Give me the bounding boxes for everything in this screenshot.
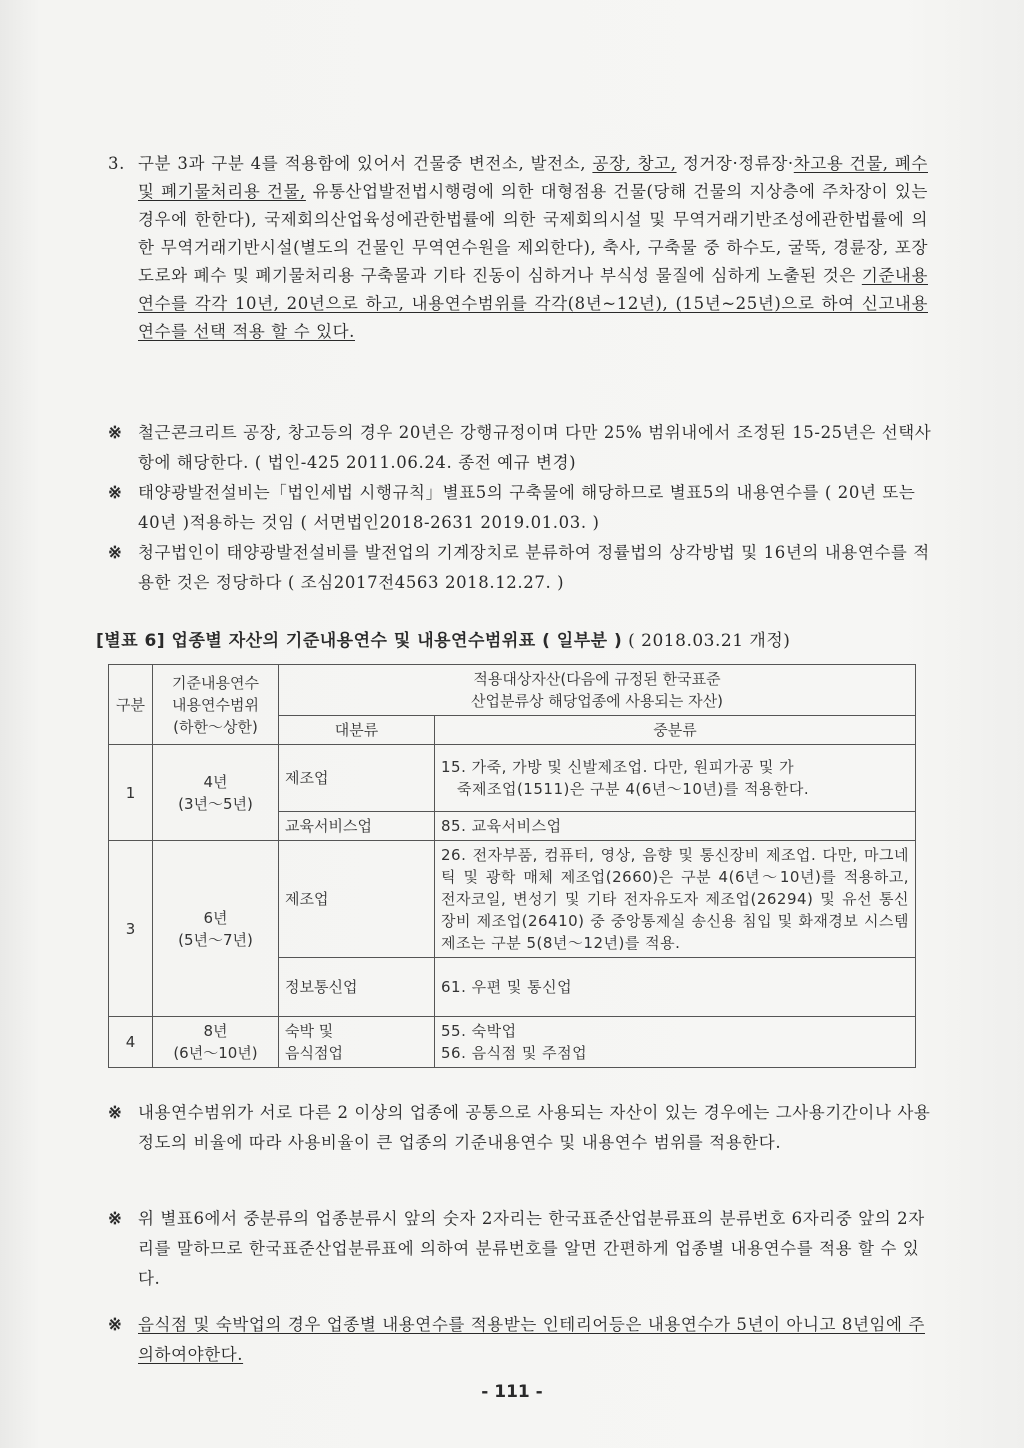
minor-line: 죽제조업(1511)은 구분 4(6년～10년)를 적용한다. (457, 780, 810, 798)
reference-mark: ※ (108, 1315, 123, 1334)
minor-line: 15. 가죽, 가방 및 신발제조업. 다만, 원피가공 및 가 (441, 758, 795, 776)
note-text: 위 별표6에서 중분류의 업종분류시 앞의 숫자 2자리는 한국표준산업분류표의 분류번호 6자리중 앞의 2자리를 말하므로 한국표준산업분류표에 의하여 분류번호를 알면 간편하게 업종별 내용연수를 적용 할 수 있다. (138, 1209, 925, 1288)
note-2 (108, 478, 938, 538)
reference-mark: ※ (108, 543, 123, 562)
note-4 (108, 1098, 938, 1158)
header-years-line: (하한～상한) (173, 717, 258, 736)
cell-years (153, 841, 279, 1017)
cell-major: 제조업 (279, 841, 435, 958)
text-span: 정거장·정류장· (676, 154, 794, 173)
cell-minor (435, 1017, 916, 1068)
cell-gubun: 3 (109, 841, 153, 1017)
paragraph-number: 3. (108, 154, 125, 173)
cell-minor (435, 745, 916, 812)
note-text: 철근콘크리트 공장, 창고등의 경우 20년은 강행규정이며 다만 25% 범위내에서 조정된 15-25년은 선택사항에 해당한다. ( 법인-425 2011.06.24. 종전 예규 변경) (138, 423, 932, 472)
underlined-text: 차고용 건물, 폐수 및 폐기물처리용 건물, (138, 154, 928, 201)
table-row (109, 841, 916, 958)
cell-major (279, 1017, 435, 1068)
reference-mark: ※ (108, 1103, 123, 1122)
reference-mark: ※ (108, 423, 123, 442)
range-value: (6년～10년) (173, 1044, 258, 1062)
table-header-row (109, 665, 916, 716)
page-number: - 111 - (481, 1382, 543, 1402)
major-line: 음식점업 (285, 1044, 343, 1062)
paragraph-3 (108, 150, 928, 346)
header-years-line: 기준내용연수 (172, 673, 259, 692)
table-row (109, 1017, 916, 1068)
table-row (109, 745, 916, 812)
years-value: 6년 (203, 908, 228, 927)
note-text: 청구법인이 태양광발전설비를 발전업의 기계장치로 분류하여 정률법의 상각방법 및 16년의 내용연수를 적용한 것은 정당하다 ( 조심2017전4563 2018.12.27. ) (138, 543, 930, 592)
depreciation-table (108, 664, 916, 1068)
caption-title: [별표 6] 업종별 자산의 기준내용연수 및 내용연수범위표 ( 일부분 ) (96, 631, 623, 651)
header-target-line: 적용대상자산(다음에 규정된 한국표준 (473, 670, 721, 688)
cell-major: 정보통신업 (279, 958, 435, 1017)
underlined-text: 공장, 창고, (592, 154, 677, 173)
minor-line: 55. 숙박업 (441, 1022, 517, 1040)
cell-gubun: 1 (109, 745, 153, 841)
paragraph-body (138, 150, 928, 346)
reference-mark: ※ (108, 483, 123, 502)
cell-minor: 85. 교육서비스업 (435, 812, 916, 841)
note-text: 내용연수범위가 서로 다른 2 이상의 업종에 공통으로 사용되는 자산이 있는 경우에는 그사용기간이나 사용정도의 비율에 따라 사용비율이 큰 업종의 기준내용연수 및 내용연수 범위를 적용한다. (138, 1103, 931, 1152)
cell-major: 제조업 (279, 745, 435, 812)
header-minor: 중분류 (435, 716, 916, 745)
major-line: 숙박 및 (285, 1022, 334, 1040)
caption-revision: ( 2018.03.21 개정) (628, 631, 791, 651)
header-gubun: 구분 (109, 665, 153, 745)
note-1 (108, 418, 938, 478)
cell-years (153, 1017, 279, 1068)
underlined-text: 기준내용연수를 각각 10년, 20년으로 하고, 내용연수범위를 각각(8년~12년), (15년~25년)으로 하여 신고내용연수를 선택 적용 할 수 있다. (138, 266, 928, 341)
note-3 (108, 538, 938, 598)
header-major: 대분류 (279, 716, 435, 745)
table-caption (96, 626, 790, 651)
note-6 (108, 1310, 938, 1370)
range-value: (3년～5년) (178, 794, 253, 813)
header-years (153, 665, 279, 745)
note-5 (108, 1204, 938, 1294)
reference-mark: ※ (108, 1209, 123, 1228)
cell-years (153, 745, 279, 841)
cell-gubun: 4 (109, 1017, 153, 1068)
years-value: 4년 (203, 772, 228, 791)
minor-line: 56. 음식점 및 주점업 (441, 1044, 588, 1062)
header-target (279, 665, 916, 716)
cell-major: 교육서비스업 (279, 812, 435, 841)
note-text: 태양광발전설비는「법인세법 시행규칙」별표5의 구축물에 해당하므로 별표5의 내용연수를 ( 20년 또는 40년 )적용하는 것임 ( 서면법인2018-2631 2019.01.03. ) (138, 483, 916, 532)
cell-minor: 61. 우편 및 통신업 (435, 958, 916, 1017)
range-value: (5년～7년) (178, 930, 253, 949)
header-years-line: 내용연수범위 (172, 695, 259, 714)
text-span: 유통산업발전법시행령에 의한 대형점용 건물(당해 건물의 지상층에 주차장이 있는 경우에 한한다), 국제회의산업육성에관한법률에 의한 국제회의시설 및 무역거래기반조성에관한법률에 의한 무역거래기반시설(별도의 건물인 무역연수원을 제외한다), 축사, 구축물 중 하수도, 굴뚝, 경륜장, 포장도로와 폐수 및 폐기물처리용 구축물과 기타 진동이 심하거나 부식성 물질에 심하게 노출된 것은 (138, 182, 928, 285)
header-target-line: 산업분류상 해당업종에 사용되는 자산) (471, 692, 723, 710)
note-text: 음식점 및 숙박업의 경우 업종별 내용연수를 적용받는 인테리어등은 내용연수가 5년이 아니고 8년임에 주의하여야한다. (138, 1315, 925, 1364)
years-value: 8년 (203, 1022, 228, 1040)
cell-minor: 26. 전자부품, 컴퓨터, 영상, 음향 및 통신장비 제조업. 다만, 마그네틱 및 광학 매체 제조업(2660)은 구분 4(6년～10년)를 적용하고, 전자코일, 변성기 및 기타 전자유도자 제조업(26294) 및 유선 통신장비 제조업(26410) 중 중앙통제실 송신용 침입 및 화재경보 시스템 제조는 구분 5(8년～12년)를 적용. (435, 841, 916, 958)
text-span: 구분 3과 구분 4를 적용함에 있어서 건물중 변전소, 발전소, (138, 154, 593, 173)
